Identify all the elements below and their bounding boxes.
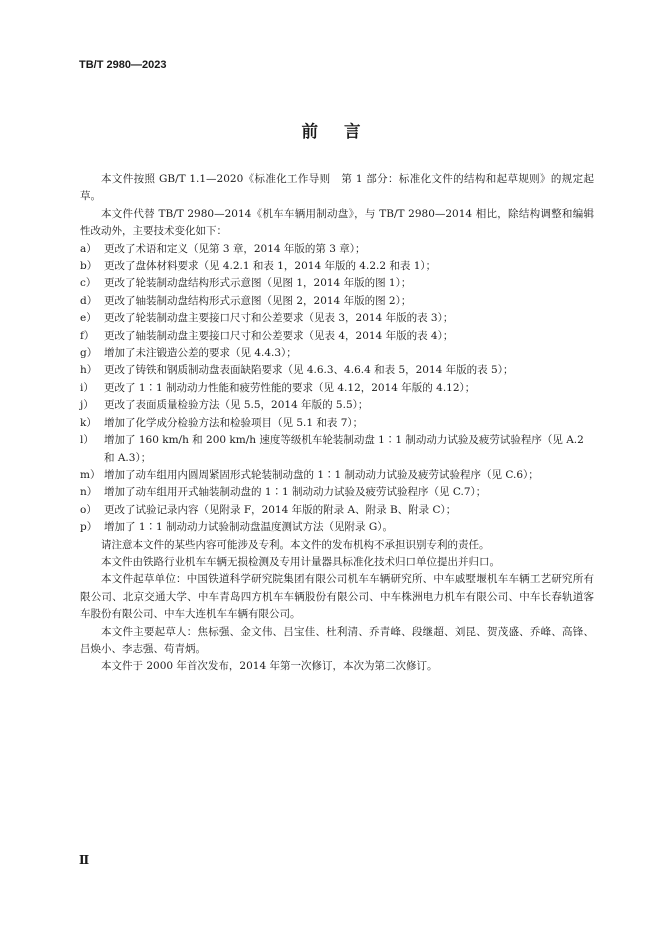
list-marker: i）	[80, 381, 94, 394]
list-item	[80, 258, 594, 275]
list-item	[80, 502, 594, 519]
list-item-text: 更改了铸铁和钢质制动盘表面缺陷要求（见 4.6.3、4.6.4 和表 5，2014 年版的表 5）；	[104, 364, 514, 377]
list-item	[80, 484, 594, 501]
list-item-text: 更改了轮装制动盘结构形式示意图（见图 1，2014 年版的图 1）；	[104, 277, 412, 290]
list-item	[80, 310, 594, 327]
list-marker: b）	[80, 260, 98, 273]
list-item	[80, 328, 594, 345]
page-number: Ⅱ	[79, 853, 90, 867]
list-item-text: 增加了动车组用内圆周紧固形式轮装制动盘的 1∶1 制动动力试验及疲劳试验程序（见 C.6）；	[104, 468, 539, 481]
list-item	[80, 380, 594, 397]
list-item	[80, 362, 594, 379]
paragraph-drafting-rules: 本文件按照 GB/T 1.1—2020《标准化工作导则 第 1 部分：标准化文件的结构和起草规则》的规定起草。	[80, 173, 594, 203]
list-marker: m）	[80, 468, 101, 481]
list-item-text: 更改了轮装制动盘主要接口尺寸和公差要求（见表 3，2014 年版的表 3）；	[104, 312, 454, 325]
page-title: 前言	[301, 122, 387, 141]
list-item-text: 增加了化学成分检验方法和检验项目（见 5.1 和表 7）；	[104, 416, 364, 429]
list-item-text: 更改了表面质量检验方法（见 5.5，2014 年版的 5.5）；	[104, 399, 369, 412]
list-marker: l）	[80, 434, 94, 447]
list-item	[80, 293, 594, 310]
list-item-text: 增加了 160 km/h 和 200 km/h 速度等级机车轮装制动盘 1∶1 制动动力试验及疲劳试验程序（见 A.2 和 A.3）；	[104, 434, 584, 464]
list-item-text: 更改了盘体材料要求（见 4.2.1 和表 1，2014 年版的 4.2.2 和表 1）；	[104, 260, 437, 273]
document-code-header: TB/T 2980—2023	[79, 59, 167, 71]
list-item	[80, 397, 594, 414]
list-item	[80, 241, 594, 258]
list-marker: e）	[80, 312, 97, 325]
list-item-text: 更改了轴装制动盘主要接口尺寸和公差要求（见表 4，2014 年版的表 4）；	[104, 329, 454, 342]
list-item-text: 增加了 1∶1 制动动力试验制动盘温度测试方法（见附录 G）。	[104, 521, 394, 534]
paragraph-drafting-organizations: 本文件起草单位：中国铁道科学研究院集团有限公司机车车辆研究所、中车戚墅堰机车车辆工艺研究所有限公司、北京交通大学、中车青岛四方机车车辆股份有限公司、中车株洲电力机车有限公司、中车长春轨道客车股份有限公司、中车大连机车车辆有限公司。	[80, 573, 594, 621]
list-marker: n）	[80, 486, 98, 499]
changes-list	[80, 241, 594, 537]
list-item-text: 更改了试验记录内容（见附录 F，2014 年版的附录 A、附录 B、附录 C）；	[104, 503, 457, 516]
list-item	[80, 415, 594, 432]
list-marker: f）	[80, 329, 95, 342]
list-item-text: 增加了动车组用开式轴装制动盘的 1∶1 制动动力试验及疲劳试验程序（见 C.7）；	[104, 486, 487, 499]
list-marker: p）	[80, 521, 98, 534]
list-item-text: 更改了 1∶1 制动动力性能和疲劳性能的要求（见 4.12，2014 年版的 4.12）；	[104, 381, 476, 394]
paragraph-supersedes: 本文件代替 TB/T 2980—2014《机车车辆用制动盘》，与 TB/T 2980—2014 相比，除结构调整和编辑性改动外，主要技术变化如下：	[80, 207, 594, 238]
paragraph-drafters: 本文件主要起草人：焦标强、金文伟、吕宝佳、杜利清、乔青峰、段继超、刘昆、贺茂盛、乔峰、高锋、吕焕小、李志强、苟青炳。	[80, 625, 594, 655]
list-item	[80, 275, 594, 292]
list-marker: j）	[80, 399, 94, 412]
list-item	[80, 432, 594, 467]
list-marker: c）	[80, 277, 97, 290]
list-marker: d）	[80, 294, 98, 307]
paragraph-patent-notice: 请注意本文件的某些内容可能涉及专利。本文件的发布机构不承担识别专利的责任。	[101, 538, 490, 551]
list-marker: o）	[80, 503, 97, 516]
list-item	[80, 519, 594, 536]
list-item	[80, 345, 594, 362]
list-item-text: 更改了术语和定义（见第 3 章，2014 年版的第 3 章）；	[104, 242, 366, 255]
list-marker: a）	[80, 242, 97, 255]
paragraph-publication-history: 本文件于 2000 年首次发布，2014 年第一次修订，本次为第二次修订。	[101, 660, 438, 673]
list-item-text: 更改了轴装制动盘结构形式示意图（见图 2，2014 年版的图 2）；	[104, 294, 412, 307]
list-item	[80, 467, 594, 484]
list-marker: h）	[80, 364, 98, 377]
paragraph-proposer: 本文件由铁路行业机车车辆无损检测及专用计量器具标准化技术归口单位提出并归口。	[101, 555, 500, 568]
list-marker: k）	[80, 416, 97, 429]
foreword-body	[80, 171, 594, 676]
list-item-text: 增加了未注锻造公差的要求（见 4.4.3）；	[104, 347, 297, 360]
list-marker: g）	[80, 347, 98, 360]
